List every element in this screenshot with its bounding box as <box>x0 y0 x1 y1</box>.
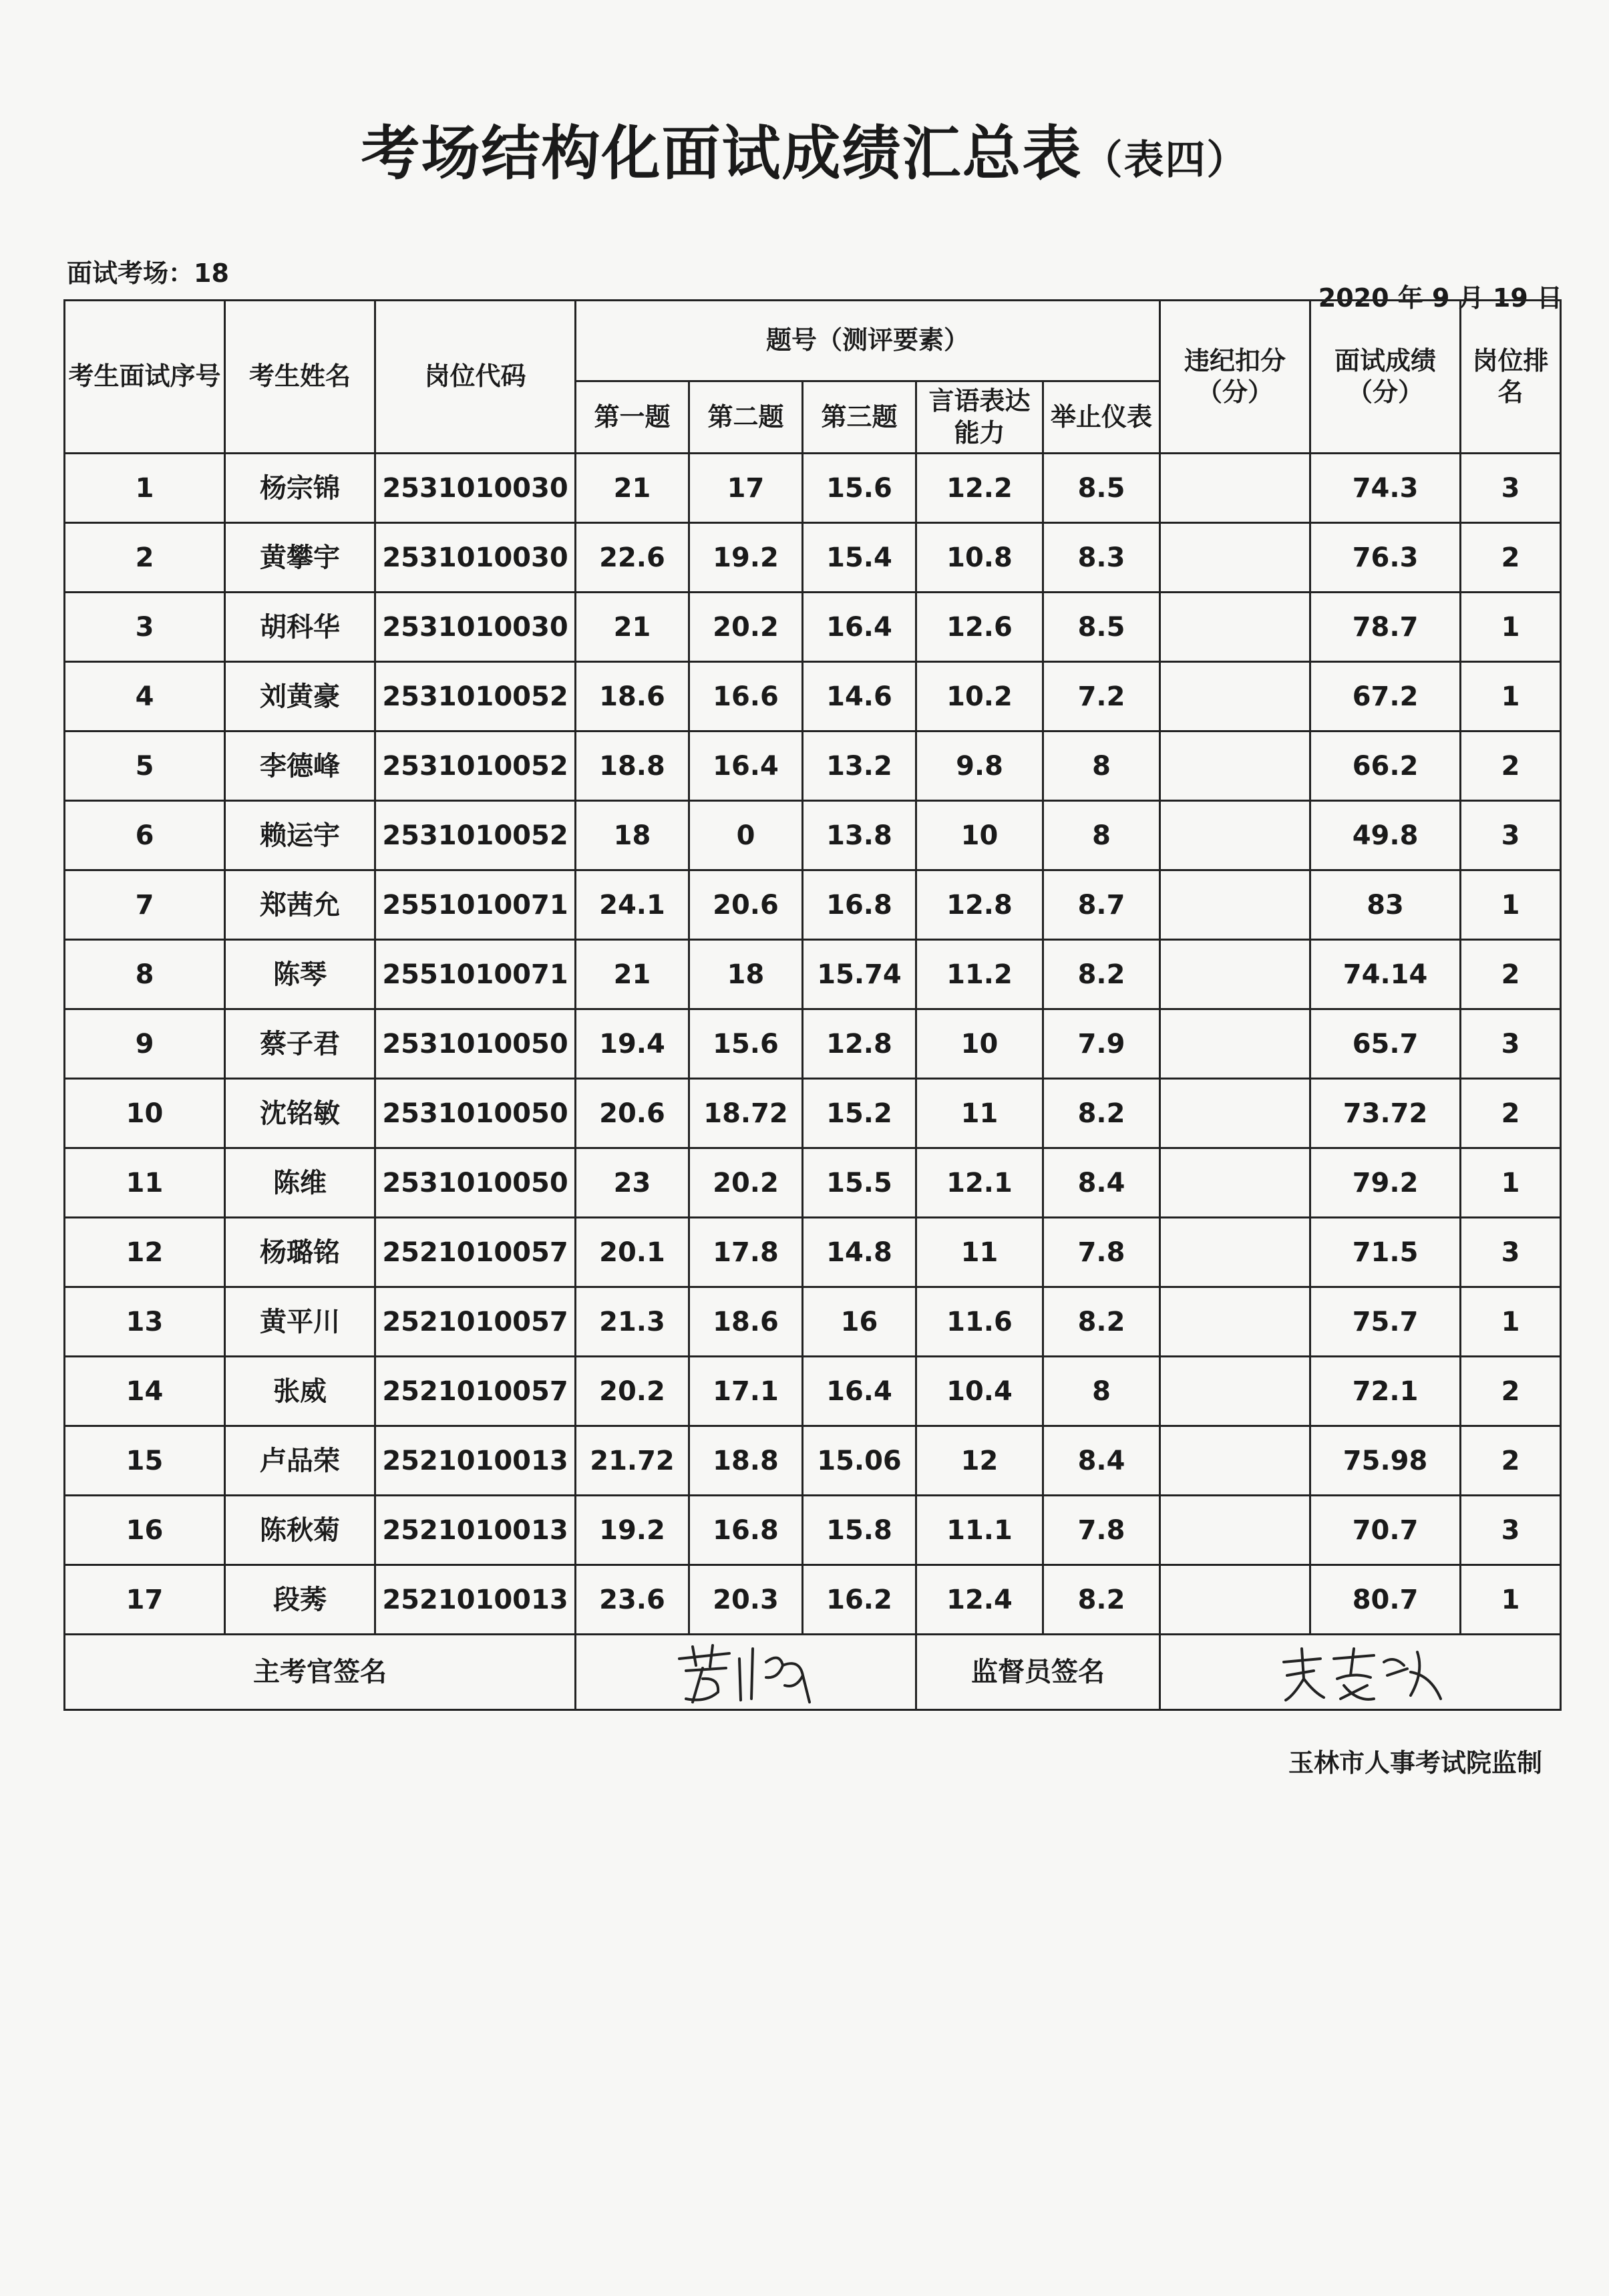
table-row <box>65 1357 1561 1426</box>
cell-demeanor: 8.4 <box>1043 1426 1160 1496</box>
cell-q3: 15.5 <box>803 1148 916 1218</box>
cell-seq: 11 <box>65 1148 225 1218</box>
cell-demeanor: 8.3 <box>1043 523 1160 593</box>
cell-score: 70.7 <box>1310 1496 1461 1565</box>
cell-deduction <box>1160 1218 1310 1287</box>
table-row <box>65 1148 1561 1218</box>
cell-seq: 14 <box>65 1357 225 1426</box>
title-suffix: （表四） <box>1082 137 1248 184</box>
cell-score: 74.14 <box>1310 940 1461 1009</box>
cell-deduction <box>1160 1565 1310 1635</box>
cell-q2: 18.6 <box>689 1287 803 1357</box>
cell-q1: 19.2 <box>576 1496 689 1565</box>
cell-demeanor: 8.4 <box>1043 1148 1160 1218</box>
cell-post-code: 2521010057 <box>375 1287 576 1357</box>
header-q3: 第三题 <box>803 381 916 454</box>
examiner-signature-mark <box>666 1639 826 1705</box>
cell-seq: 6 <box>65 801 225 870</box>
cell-rank: 3 <box>1461 454 1561 523</box>
table-row <box>65 940 1561 1009</box>
table-row <box>65 870 1561 940</box>
cell-name: 李德峰 <box>225 731 375 801</box>
cell-q1: 21.72 <box>576 1426 689 1496</box>
cell-post-code: 2531010030 <box>375 523 576 593</box>
cell-rank: 1 <box>1461 593 1561 662</box>
cell-q2: 17.8 <box>689 1218 803 1287</box>
cell-rank: 2 <box>1461 731 1561 801</box>
cell-q2: 18.8 <box>689 1426 803 1496</box>
table-row <box>65 1079 1561 1148</box>
cell-q2: 16.8 <box>689 1496 803 1565</box>
cell-q1: 20.2 <box>576 1357 689 1426</box>
cell-q3: 14.8 <box>803 1218 916 1287</box>
cell-demeanor: 8.2 <box>1043 1565 1160 1635</box>
cell-score: 66.2 <box>1310 731 1461 801</box>
cell-seq: 1 <box>65 454 225 523</box>
cell-rank: 1 <box>1461 1565 1561 1635</box>
cell-post-code: 2531010050 <box>375 1079 576 1148</box>
table-body <box>65 454 1561 1635</box>
cell-rank: 2 <box>1461 940 1561 1009</box>
cell-demeanor: 8.2 <box>1043 940 1160 1009</box>
cell-deduction <box>1160 1009 1310 1079</box>
exam-room-label: 面试考场：18 <box>67 259 229 288</box>
header-q2: 第二题 <box>689 381 803 454</box>
cell-seq: 5 <box>65 731 225 801</box>
cell-verbal: 11.2 <box>916 940 1043 1009</box>
cell-q3: 15.06 <box>803 1426 916 1496</box>
cell-name: 赖运宇 <box>225 801 375 870</box>
cell-q1: 20.6 <box>576 1079 689 1148</box>
cell-post-code: 2531010052 <box>375 662 576 731</box>
supervisor-signature <box>1160 1635 1561 1710</box>
cell-demeanor: 8.2 <box>1043 1287 1160 1357</box>
cell-name: 陈秋菊 <box>225 1496 375 1565</box>
cell-name: 陈维 <box>225 1148 375 1218</box>
cell-verbal: 12.8 <box>916 870 1043 940</box>
cell-seq: 17 <box>65 1565 225 1635</box>
cell-verbal: 10.4 <box>916 1357 1043 1426</box>
cell-post-code: 2531010052 <box>375 801 576 870</box>
cell-seq: 16 <box>65 1496 225 1565</box>
cell-q3: 16.8 <box>803 870 916 940</box>
cell-seq: 2 <box>65 523 225 593</box>
cell-seq: 8 <box>65 940 225 1009</box>
cell-q2: 20.2 <box>689 593 803 662</box>
cell-verbal: 10.8 <box>916 523 1043 593</box>
cell-verbal: 12.1 <box>916 1148 1043 1218</box>
header-post-code: 岗位代码 <box>375 301 576 454</box>
cell-q1: 18 <box>576 801 689 870</box>
cell-deduction <box>1160 801 1310 870</box>
cell-q3: 12.8 <box>803 1009 916 1079</box>
cell-q1: 21 <box>576 454 689 523</box>
cell-rank: 2 <box>1461 523 1561 593</box>
header-questions-group: 题号（测评要素） <box>576 301 1160 381</box>
header-score: 面试成绩（分） <box>1310 301 1461 454</box>
cell-score: 75.98 <box>1310 1426 1461 1496</box>
table-row <box>65 1565 1561 1635</box>
cell-deduction <box>1160 1148 1310 1218</box>
table-row <box>65 1218 1561 1287</box>
cell-post-code: 2521010013 <box>375 1496 576 1565</box>
cell-rank: 3 <box>1461 801 1561 870</box>
cell-deduction <box>1160 940 1310 1009</box>
cell-post-code: 2531010052 <box>375 731 576 801</box>
header-seq: 考生面试序号 <box>65 301 225 454</box>
cell-rank: 1 <box>1461 662 1561 731</box>
table-row <box>65 662 1561 731</box>
cell-name: 卢品荣 <box>225 1426 375 1496</box>
cell-deduction <box>1160 1357 1310 1426</box>
header-demeanor: 举止仪表 <box>1043 381 1160 454</box>
cell-q1: 21 <box>576 593 689 662</box>
cell-deduction <box>1160 1079 1310 1148</box>
header-deduction: 违纪扣分（分） <box>1160 301 1310 454</box>
cell-q1: 19.4 <box>576 1009 689 1079</box>
cell-q2: 20.6 <box>689 870 803 940</box>
cell-name: 黄攀宇 <box>225 523 375 593</box>
cell-q1: 23 <box>576 1148 689 1218</box>
cell-post-code: 2531010030 <box>375 593 576 662</box>
cell-deduction <box>1160 662 1310 731</box>
cell-rank: 1 <box>1461 1287 1561 1357</box>
cell-score: 76.3 <box>1310 523 1461 593</box>
cell-name: 张威 <box>225 1357 375 1426</box>
cell-demeanor: 8 <box>1043 731 1160 801</box>
cell-verbal: 12.6 <box>916 593 1043 662</box>
cell-score: 79.2 <box>1310 1148 1461 1218</box>
cell-demeanor: 7.2 <box>1043 662 1160 731</box>
cell-q2: 19.2 <box>689 523 803 593</box>
exam-date: 2020 年 9 月 19 日 <box>1318 283 1562 313</box>
table-row <box>65 454 1561 523</box>
cell-score: 65.7 <box>1310 1009 1461 1079</box>
cell-seq: 10 <box>65 1079 225 1148</box>
cell-verbal: 11.1 <box>916 1496 1043 1565</box>
footer-issuer: 玉林市人事考试院监制 <box>1288 1748 1542 1778</box>
cell-q2: 0 <box>689 801 803 870</box>
cell-q3: 16.2 <box>803 1565 916 1635</box>
cell-rank: 2 <box>1461 1426 1561 1496</box>
cell-post-code: 2551010071 <box>375 940 576 1009</box>
cell-q2: 17.1 <box>689 1357 803 1426</box>
cell-verbal: 10 <box>916 801 1043 870</box>
cell-post-code: 2521010013 <box>375 1565 576 1635</box>
cell-score: 74.3 <box>1310 454 1461 523</box>
cell-post-code: 2531010050 <box>375 1009 576 1079</box>
cell-demeanor: 7.8 <box>1043 1496 1160 1565</box>
table-row <box>65 1496 1561 1565</box>
header-name: 考生姓名 <box>225 301 375 454</box>
cell-q3: 15.6 <box>803 454 916 523</box>
cell-rank: 3 <box>1461 1218 1561 1287</box>
cell-post-code: 2521010057 <box>375 1218 576 1287</box>
cell-seq: 15 <box>65 1426 225 1496</box>
cell-q2: 17 <box>689 454 803 523</box>
header-rank: 岗位排名 <box>1461 301 1561 454</box>
table-row <box>65 593 1561 662</box>
cell-q3: 15.2 <box>803 1079 916 1148</box>
cell-verbal: 11.6 <box>916 1287 1043 1357</box>
cell-verbal: 10 <box>916 1009 1043 1079</box>
cell-seq: 9 <box>65 1009 225 1079</box>
cell-q3: 14.6 <box>803 662 916 731</box>
cell-demeanor: 8.7 <box>1043 870 1160 940</box>
cell-verbal: 12.4 <box>916 1565 1043 1635</box>
cell-q1: 22.6 <box>576 523 689 593</box>
cell-demeanor: 8.5 <box>1043 593 1160 662</box>
cell-seq: 7 <box>65 870 225 940</box>
cell-post-code: 2521010057 <box>375 1357 576 1426</box>
cell-score: 75.7 <box>1310 1287 1461 1357</box>
title-main: 考场结构化面试成绩汇总表 <box>361 119 1083 188</box>
cell-post-code: 2531010030 <box>375 454 576 523</box>
header-verbal: 言语表达能力 <box>916 381 1043 454</box>
header-q1: 第一题 <box>576 381 689 454</box>
cell-q2: 20.2 <box>689 1148 803 1218</box>
cell-seq: 12 <box>65 1218 225 1287</box>
cell-q1: 18.6 <box>576 662 689 731</box>
cell-q1: 21.3 <box>576 1287 689 1357</box>
cell-seq: 3 <box>65 593 225 662</box>
cell-q1: 23.6 <box>576 1565 689 1635</box>
cell-q3: 16.4 <box>803 1357 916 1426</box>
cell-post-code: 2521010013 <box>375 1426 576 1496</box>
examiner-signature-label: 主考官签名 <box>65 1635 576 1710</box>
cell-name: 杨璐铭 <box>225 1218 375 1287</box>
cell-post-code: 2531010050 <box>375 1148 576 1218</box>
signature-row <box>65 1635 1561 1710</box>
cell-q1: 24.1 <box>576 870 689 940</box>
cell-deduction <box>1160 870 1310 940</box>
cell-seq: 13 <box>65 1287 225 1357</box>
cell-q3: 15.8 <box>803 1496 916 1565</box>
cell-rank: 3 <box>1461 1496 1561 1565</box>
cell-deduction <box>1160 1426 1310 1496</box>
cell-name: 杨宗锦 <box>225 454 375 523</box>
page-title <box>0 107 1609 191</box>
cell-score: 49.8 <box>1310 801 1461 870</box>
cell-q2: 20.3 <box>689 1565 803 1635</box>
cell-verbal: 11 <box>916 1079 1043 1148</box>
cell-q1: 18.8 <box>576 731 689 801</box>
cell-rank: 1 <box>1461 1148 1561 1218</box>
cell-q2: 15.6 <box>689 1009 803 1079</box>
supervisor-signature-label: 监督员签名 <box>916 1635 1160 1710</box>
cell-demeanor: 8 <box>1043 801 1160 870</box>
cell-demeanor: 7.8 <box>1043 1218 1160 1287</box>
cell-demeanor: 8 <box>1043 1357 1160 1426</box>
cell-verbal: 9.8 <box>916 731 1043 801</box>
table-row <box>65 523 1561 593</box>
cell-name: 刘黄豪 <box>225 662 375 731</box>
cell-q3: 15.74 <box>803 940 916 1009</box>
cell-deduction <box>1160 593 1310 662</box>
cell-q3: 16.4 <box>803 593 916 662</box>
cell-q3: 15.4 <box>803 523 916 593</box>
cell-q3: 16 <box>803 1287 916 1357</box>
cell-name: 胡科华 <box>225 593 375 662</box>
cell-q2: 16.4 <box>689 731 803 801</box>
cell-name: 沈铭敏 <box>225 1079 375 1148</box>
cell-name: 陈琴 <box>225 940 375 1009</box>
table-row <box>65 731 1561 801</box>
table-row <box>65 1287 1561 1357</box>
table-row <box>65 1009 1561 1079</box>
supervisor-signature-mark <box>1274 1639 1447 1705</box>
cell-q2: 18 <box>689 940 803 1009</box>
cell-score: 78.7 <box>1310 593 1461 662</box>
cell-deduction <box>1160 523 1310 593</box>
cell-name: 段莠 <box>225 1565 375 1635</box>
cell-verbal: 12.2 <box>916 454 1043 523</box>
cell-q3: 13.2 <box>803 731 916 801</box>
cell-name: 郑茜允 <box>225 870 375 940</box>
cell-demeanor: 7.9 <box>1043 1009 1160 1079</box>
cell-q3: 13.8 <box>803 801 916 870</box>
cell-demeanor: 8.2 <box>1043 1079 1160 1148</box>
cell-rank: 2 <box>1461 1079 1561 1148</box>
cell-verbal: 10.2 <box>916 662 1043 731</box>
score-table <box>63 299 1562 1711</box>
cell-score: 73.72 <box>1310 1079 1461 1148</box>
table-row <box>65 801 1561 870</box>
cell-score: 67.2 <box>1310 662 1461 731</box>
cell-score: 83 <box>1310 870 1461 940</box>
cell-seq: 4 <box>65 662 225 731</box>
cell-score: 72.1 <box>1310 1357 1461 1426</box>
cell-verbal: 12 <box>916 1426 1043 1496</box>
cell-score: 71.5 <box>1310 1218 1461 1287</box>
cell-name: 黄平川 <box>225 1287 375 1357</box>
cell-q2: 18.72 <box>689 1079 803 1148</box>
cell-deduction <box>1160 454 1310 523</box>
table-row <box>65 1426 1561 1496</box>
cell-post-code: 2551010071 <box>375 870 576 940</box>
cell-rank: 3 <box>1461 1009 1561 1079</box>
cell-verbal: 11 <box>916 1218 1043 1287</box>
examiner-signature <box>576 1635 916 1710</box>
cell-q2: 16.6 <box>689 662 803 731</box>
cell-deduction <box>1160 1496 1310 1565</box>
cell-deduction <box>1160 731 1310 801</box>
cell-q1: 20.1 <box>576 1218 689 1287</box>
cell-rank: 2 <box>1461 1357 1561 1426</box>
cell-q1: 21 <box>576 940 689 1009</box>
cell-rank: 1 <box>1461 870 1561 940</box>
cell-name: 蔡子君 <box>225 1009 375 1079</box>
cell-score: 80.7 <box>1310 1565 1461 1635</box>
cell-deduction <box>1160 1287 1310 1357</box>
cell-demeanor: 8.5 <box>1043 454 1160 523</box>
